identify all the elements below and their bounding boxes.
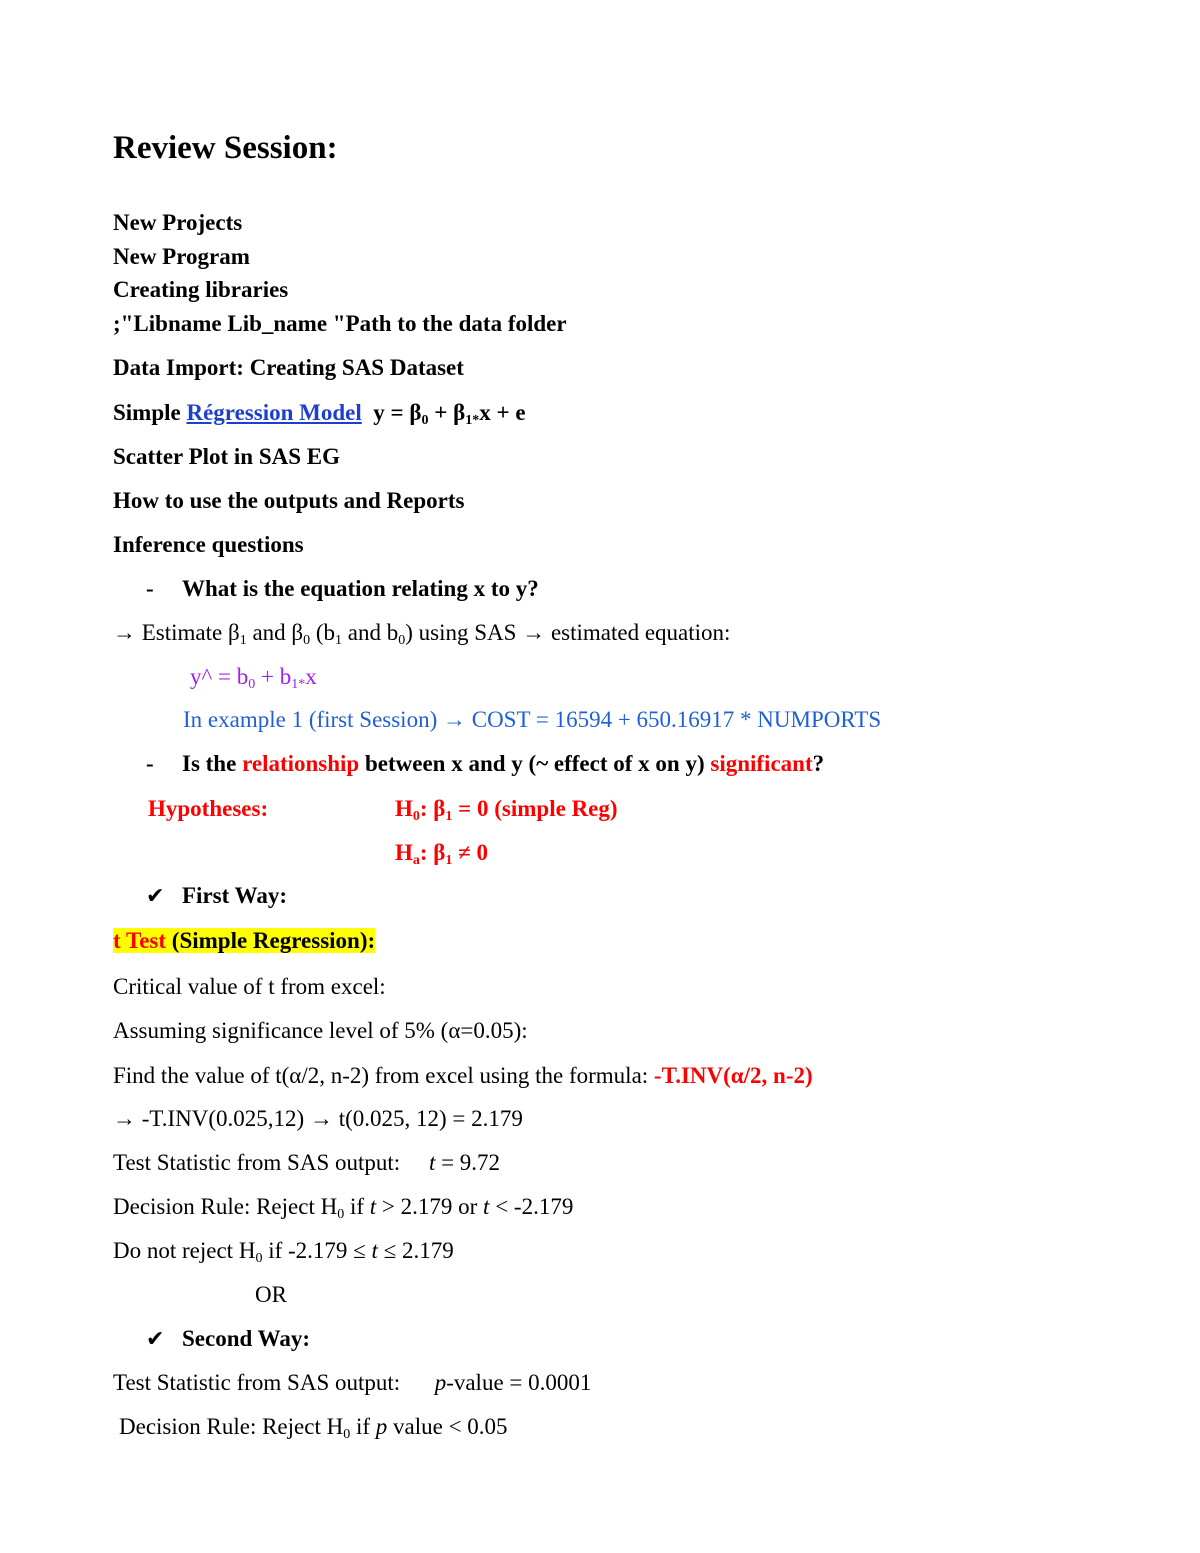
page-title: Review Session:: [113, 130, 338, 166]
model-prefix: Simple: [113, 400, 187, 425]
topic-new-program: New Program: [113, 244, 250, 269]
significance-level-line: Assuming significance level of 5% (α=0.05):: [113, 1018, 528, 1043]
topic-inference-questions: Inference questions: [113, 532, 304, 557]
test-statistic-p-line: Test Statistic from SAS output: p-value = 0.0001: [113, 1370, 592, 1395]
estimated-equation: y^ = $b_0 + b_{1*}x$: [190, 664, 317, 692]
topic-outputs-reports: How to use the outputs and Reports: [113, 488, 465, 513]
topic-creating-libraries: Creating libraries: [113, 277, 289, 302]
question-equation: - What is the equation relating x to y?: [146, 576, 539, 601]
null-hypothesis: $H_0$: $\beta_1 = 0$ (simple Reg): [395, 796, 618, 824]
topic-new-projects: New Projects: [113, 210, 243, 235]
find-value-line: Find the value of t(α/2, n-2) from excel using the formula: -T.INV(α/2, n-2): [113, 1063, 813, 1088]
topic-data-import: Data Import: Creating SAS Dataset: [113, 355, 464, 380]
checkmark-icon: ✔: [146, 1327, 165, 1352]
test-statistic-t-line: Test Statistic from SAS output: t = 9.72: [113, 1150, 501, 1175]
decision-rule-p-line: Decision Rule: Reject $H_0$ if p value < 0.05: [119, 1414, 508, 1442]
checkmark-icon: ✔: [146, 884, 165, 909]
example-equation: In example 1 (first Session) → COST = 16594 + 650.16917 * NUMPORTS: [183, 707, 882, 732]
topic-libname: ;"Libname Lib_name "Path to the data folder: [113, 311, 567, 336]
or-separator: OR: [255, 1282, 287, 1307]
hypotheses-label: Hypotheses:: [148, 796, 269, 821]
tinv-line: → -T.INV(0.025,12) → t(0.025, 12) = 2.179: [113, 1106, 523, 1131]
decision-rule-t-line: Decision Rule: Reject $H_0$ if t > 2.179 or t < -2.179: [113, 1194, 574, 1222]
do-not-reject-line: Do not reject $H_0$ if -2.179 ≤ t ≤ 2.179: [113, 1238, 454, 1266]
simple-regression-model-line: Simple Régression Model $y = \beta_0 + \beta_{1*}x + e$: [113, 400, 526, 428]
bullet-dash: -: [146, 576, 154, 601]
first-way-item: ✔ First Way:: [146, 883, 287, 909]
topic-scatter-plot: Scatter Plot in SAS EG: [113, 444, 341, 469]
alternative-hypothesis: $H_a$: $\beta_1 \ne 0$: [395, 840, 489, 868]
t-test-heading: t Test (Simple Regression):: [113, 928, 376, 953]
question-significance: - Is the relationship between x and y (~ effect of x on y) significant?: [146, 751, 825, 776]
regression-model-link[interactable]: Régression Model: [186, 400, 362, 425]
critical-value-line: Critical value of t from excel:: [113, 974, 386, 999]
second-way-item: ✔ Second Way:: [146, 1326, 311, 1352]
model-eq-y: y = β: [373, 400, 422, 425]
estimate-line: → Estimate $\beta_1$ and $\beta_0$ ($b_1$ and $b_0$) using SAS → estimated equation:: [113, 620, 731, 648]
